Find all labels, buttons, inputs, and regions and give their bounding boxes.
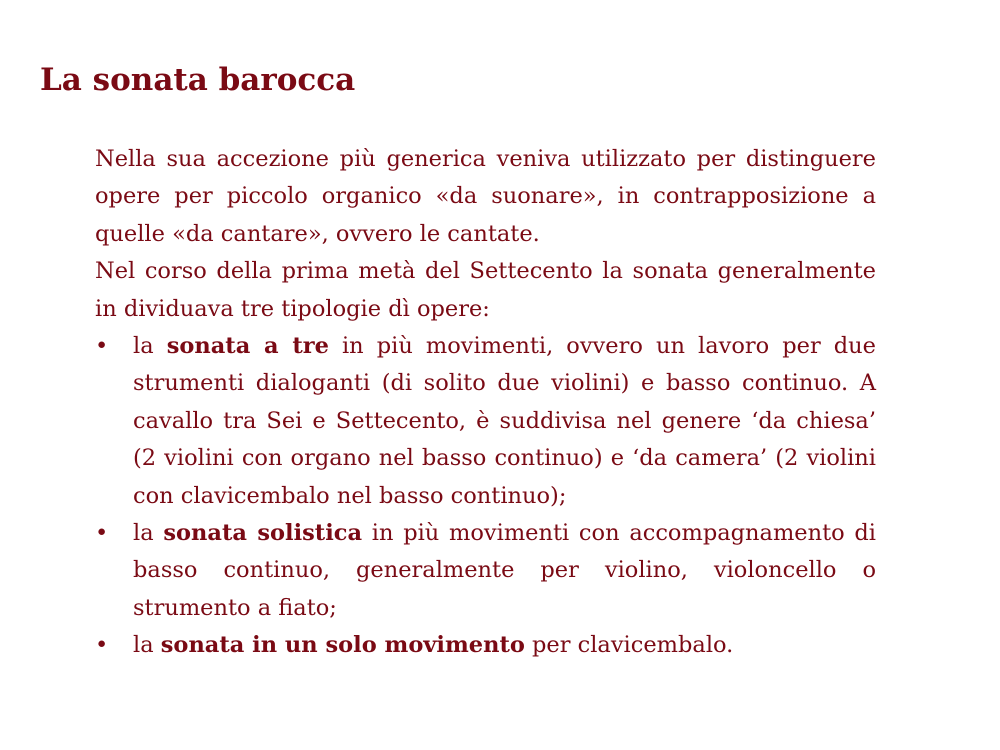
intro-paragraph: Nella sua accezione più generica veniva utilizzato per distinguere opere per piccolo organico «da suonare», in contrapposizione a quelle «da cantare», ovvero le cantate. xyxy=(95,146,876,247)
slide-title: La sonata barocca xyxy=(40,62,356,98)
list-item-sonata-solistica xyxy=(95,515,876,627)
list-item-description: in più movimenti, ovvero un lavoro per due strumenti dialoganti (di solito due violini) e basso continuo. A cavallo tra Sei e Settecento, è suddivisa nel genere ‘da chiesa’ (2 violini con organo nel basso continuo) e ‘da camera’ (2 violini con clavicembalo nel basso continuo); xyxy=(133,333,876,509)
list-item-description: per clavicembalo. xyxy=(524,632,734,659)
list-item-prefix: la xyxy=(133,632,161,659)
list-item-sonata-a-tre xyxy=(95,328,876,515)
slide-body xyxy=(95,141,876,665)
list-item-prefix: la xyxy=(133,520,164,547)
typology-list xyxy=(95,328,876,665)
list-item-term: sonata a tre xyxy=(166,333,329,360)
bullet-icon: • xyxy=(95,333,109,360)
typologies-paragraph: Nel corso della prima metà del Settecento la sonata generalmente in dividuava tre tipologie dì opere: xyxy=(95,258,876,322)
list-item-term: sonata solistica xyxy=(163,520,363,547)
bullet-icon: • xyxy=(95,520,109,547)
list-item-prefix: la xyxy=(133,333,167,360)
list-item-sonata-un-movimento xyxy=(95,627,876,664)
list-item-description: in più movimenti con accompagnamento di basso continuo, generalmente per violino, violoncello o strumento a fiato; xyxy=(133,520,877,621)
list-item-term: sonata in un solo movimento xyxy=(160,632,525,659)
bullet-icon: • xyxy=(95,632,109,659)
